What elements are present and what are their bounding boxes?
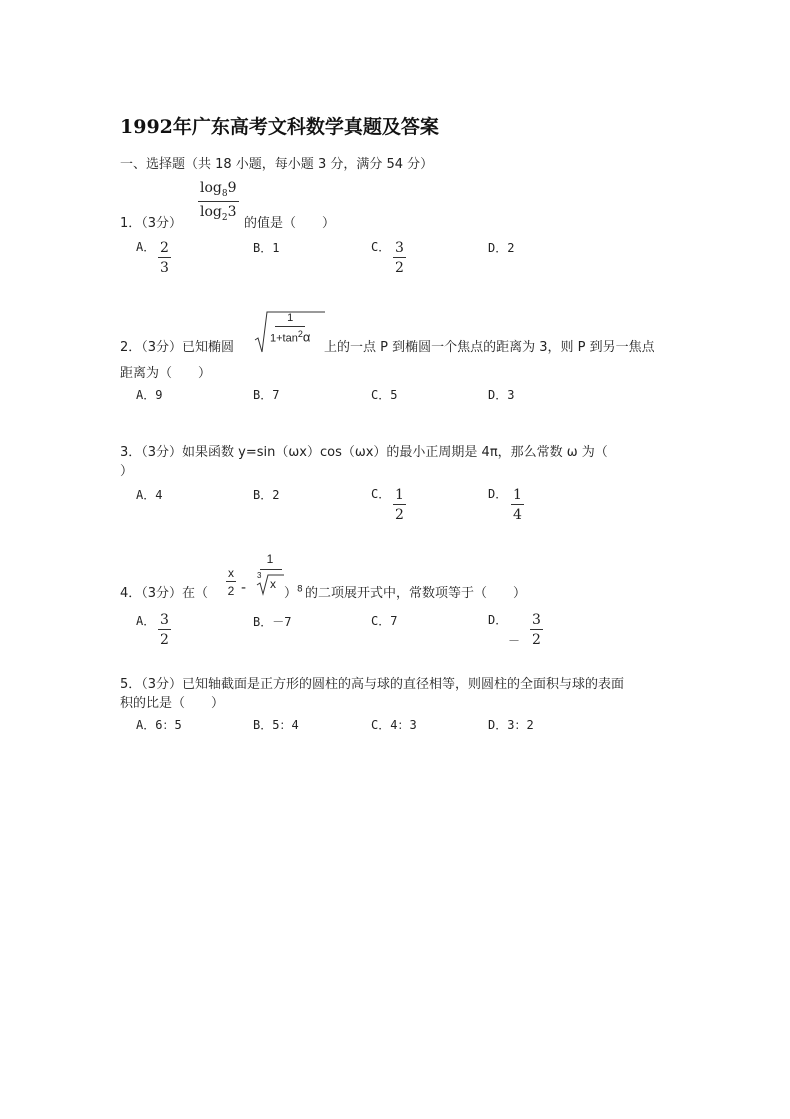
- question-5-line2: 积的比是（ ）: [120, 696, 225, 711]
- question-5-line1: 5．（3分）已知轴截面是正方形的圆柱的高与球的直径相等，则圆柱的全面积与球的表面: [120, 677, 625, 692]
- option-a: A．4: [136, 488, 163, 502]
- option-c: C．7: [371, 614, 398, 628]
- question-1-fraction: [198, 180, 239, 223]
- option-c-label: C．: [371, 487, 391, 501]
- question-2-line2: 距离为（ ）: [120, 366, 212, 381]
- question-4-root-fraction: 1 3 x: [254, 552, 286, 598]
- option-d-label: D．: [488, 487, 508, 501]
- section-heading: 一、选择题（共 18 小题，每小题 3 分，满分 54 分）: [120, 157, 434, 172]
- option-a-label: A．: [136, 614, 156, 628]
- question-1-prefix: 1．（3分）: [120, 216, 183, 231]
- option-c-label: C．: [371, 240, 391, 254]
- option-a-value: $\frac{3}{2}$: [160, 612, 169, 648]
- option-a-label: A．: [136, 240, 156, 254]
- question-4-minus: -: [241, 580, 247, 596]
- option-b: B．5：4: [253, 718, 299, 732]
- question-3-line2: ）: [120, 464, 134, 479]
- option-d-sign: －: [508, 634, 521, 648]
- option-d: D．3：2: [488, 718, 534, 732]
- option-b: B．2: [253, 488, 280, 502]
- option-a: A．9: [136, 388, 163, 402]
- fraction-numerator: $\log_89$: [198, 181, 239, 202]
- option-b: B．－7: [253, 615, 292, 629]
- question-4-close: ）$^8$: [284, 584, 303, 601]
- option-d-value: $\frac{3}{2}$: [532, 612, 541, 648]
- option-b: B．1: [253, 241, 280, 255]
- question-4-prefix: 4．（3分）在（: [120, 586, 209, 601]
- option-c: C．4：3: [371, 718, 417, 732]
- question-2-radical: $\frac{1}{1+\tan^2\alpha}$: [253, 308, 325, 354]
- option-c: C．5: [371, 388, 398, 402]
- option-d: D．3: [488, 388, 515, 402]
- option-c-value: $\frac{1}{2}$: [395, 487, 404, 523]
- option-d-value: $\frac{1}{4}$: [513, 487, 522, 523]
- question-2-suffix: 上的一点 P 到椭圆一个焦点的距离为 3，则 P 到另一焦点: [324, 340, 655, 355]
- option-a-value: $\frac{2}{3}$: [160, 240, 169, 276]
- option-d: D．2: [488, 241, 515, 255]
- question-3-line1: 3．（3分）如果函数 y=sin（ωx）cos（ωx）的最小正周期是 4π，那么常数 ω 为（: [120, 445, 608, 460]
- question-1-suffix: 的值是（ ）: [244, 216, 336, 231]
- question-4-suffix: 的二项展开式中，常数项等于（ ）: [305, 586, 527, 601]
- option-c-value: $\frac{3}{2}$: [395, 240, 404, 276]
- page-title: 1992年广东高考文科数学真题及答案: [120, 116, 439, 138]
- fraction-denominator: $\log_23$: [200, 203, 237, 223]
- option-d-label: D．: [488, 613, 508, 627]
- question-4-x-fraction: $\frac{x}{2}$: [227, 566, 235, 598]
- question-2-prefix: 2．（3分）已知椭圆: [120, 340, 235, 355]
- option-b: B．7: [253, 388, 280, 402]
- option-a: A．6：5: [136, 718, 182, 732]
